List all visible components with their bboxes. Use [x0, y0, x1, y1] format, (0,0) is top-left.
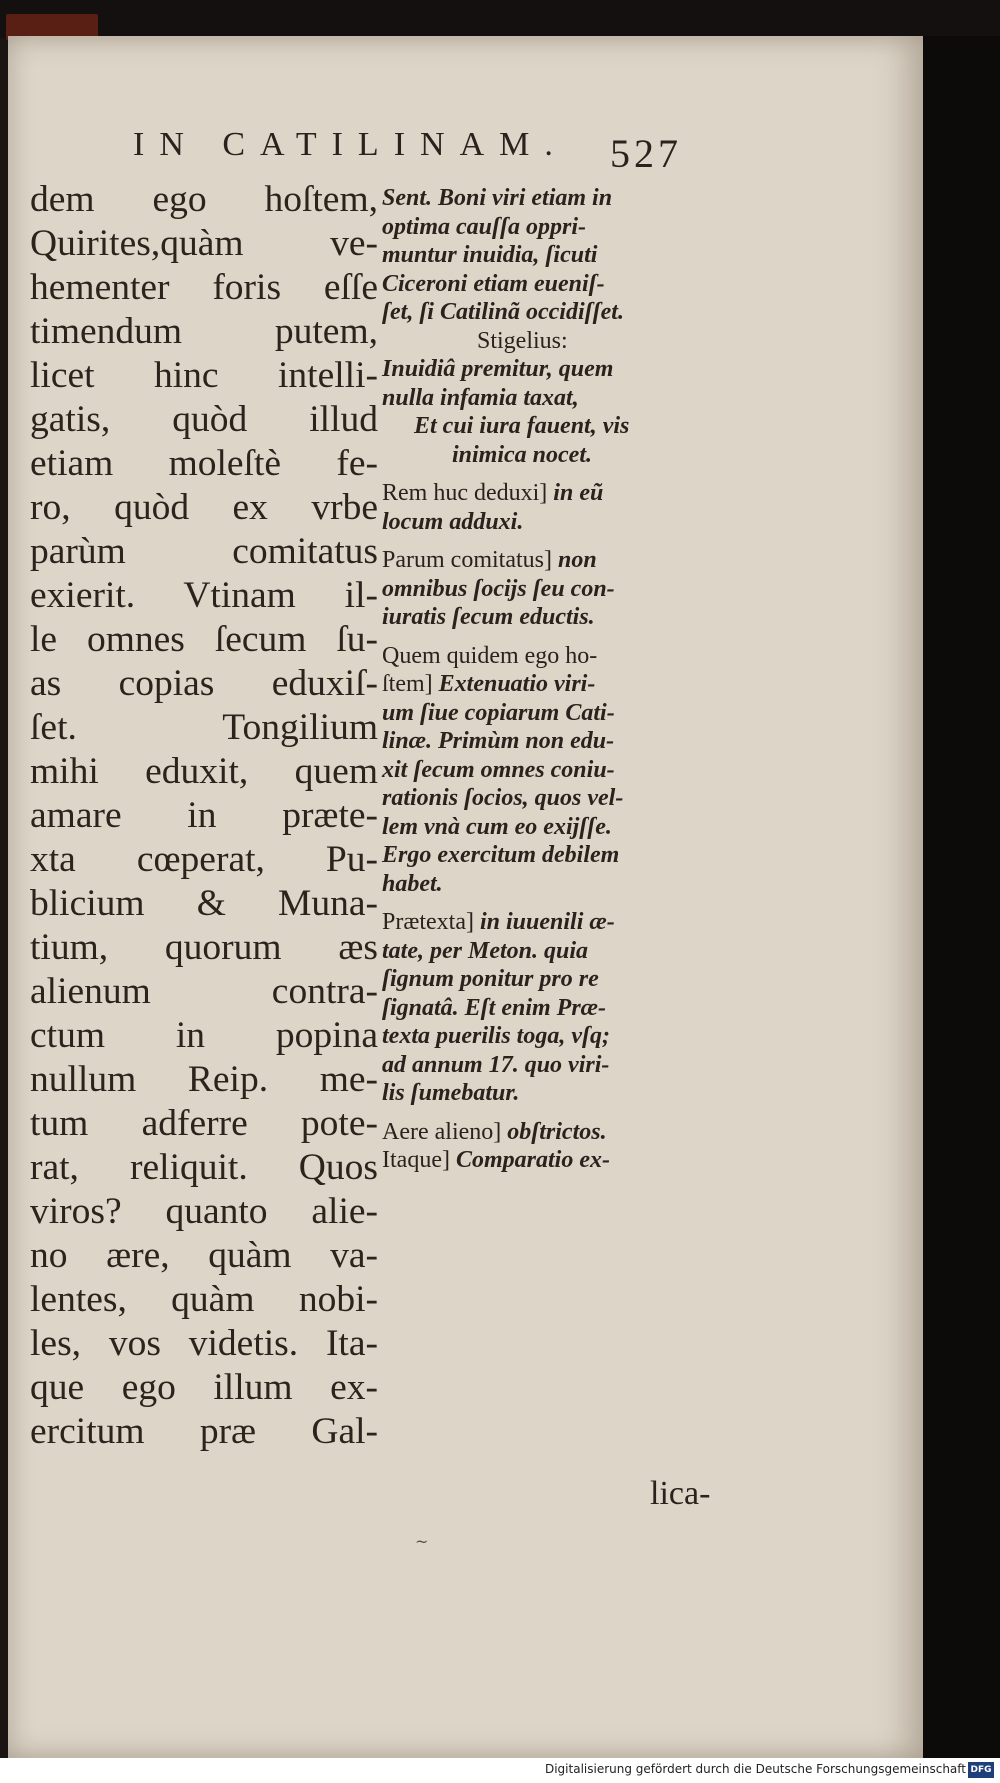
- note-gap: [382, 898, 720, 908]
- commentary-line: Quem quidem ego ho-: [382, 642, 598, 669]
- commentary-line: Sent. Boni viri etiam in: [382, 185, 613, 211]
- main-text-line: le omnes ſecum ſu-: [30, 619, 378, 660]
- commentary-line: lis ſumebatur.: [382, 1080, 520, 1106]
- main-text-line: mihi eduxit, quem: [30, 751, 378, 792]
- main-text-line: alienum contra-: [30, 971, 378, 1012]
- main-text-line: blicium & Muna-: [30, 883, 378, 924]
- main-text-line: lentes, quàm nobi-: [30, 1279, 378, 1320]
- commentary-line: nulla infamia taxat,: [382, 384, 579, 411]
- commentary-line: Ergo exercitum debilem: [382, 842, 620, 868]
- main-text-line: tium, quorum æs: [30, 927, 378, 968]
- ink-mark: ~: [415, 1532, 429, 1551]
- commentary-line: habet.: [382, 870, 443, 897]
- main-text-line: tum adferre pote-: [30, 1103, 378, 1144]
- commentary-line: Ciceroni etiam eueniſ-: [382, 270, 605, 297]
- commentary-line: Parum comitatus] non: [382, 547, 597, 573]
- commentary-line: Stigelius:: [477, 327, 568, 354]
- commentary-column: [382, 184, 720, 1175]
- commentary-line: optima cauſſa oppri-: [382, 213, 586, 240]
- main-text-line: ſet. Tongilium: [30, 707, 378, 748]
- commentary-line: ſtem] Extenuatio viri-: [382, 671, 596, 697]
- commentary-line: um ſiue copiarum Cati-: [382, 699, 615, 726]
- main-text-line: exierit. Vtinam il-: [30, 575, 378, 616]
- main-text-line: ercitum præ Gal-: [30, 1411, 378, 1452]
- commentary-line: linæ. Primùm non edu-: [382, 728, 615, 754]
- commentary-line: Prætexta] in iuuenili æ-: [382, 909, 615, 935]
- main-text-line: hementer foris eſſe: [30, 267, 378, 308]
- note-gap: [382, 632, 720, 642]
- main-text-line: xta cœperat, Pu-: [30, 839, 378, 880]
- main-text-line: etiam moleſtè fe-: [30, 443, 378, 484]
- main-text-line: licet hinc intelli-: [30, 355, 378, 396]
- commentary-line: tate, per Meton. quia: [382, 937, 589, 964]
- commentary-line: locum adduxi.: [382, 508, 524, 535]
- commentary-line: texta puerilis toga, vſq;: [382, 1023, 610, 1049]
- commentary-line: Et cui iura fauent, vis: [414, 413, 630, 439]
- commentary-line: ad annum 17. quo viri-: [382, 1051, 610, 1078]
- main-text-line: as copias eduxiſ-: [30, 663, 378, 704]
- main-text-line: ctum in popina: [30, 1015, 378, 1056]
- main-text-column: [30, 178, 378, 1454]
- catchword: lica-: [650, 1475, 711, 1512]
- main-text-line: no ære, quàm va-: [30, 1235, 378, 1276]
- commentary-line: xit ſecum omnes coniu-: [382, 756, 615, 783]
- main-text-line: rat, reliquit. Quos: [30, 1147, 378, 1188]
- commentary-line: lem vnà cum eo exijſſe.: [382, 813, 612, 840]
- main-text-line: dem ego hoſtem,: [30, 179, 378, 220]
- commentary-line: ſignum ponitur pro re: [382, 966, 599, 992]
- commentary-line: ſignatâ. Eſt enim Præ-: [382, 994, 607, 1021]
- scan-border-right: [923, 36, 1000, 1758]
- scan-border-top: [0, 0, 1000, 38]
- running-head: IN CATILINAM.: [133, 126, 568, 163]
- commentary-line: Inuidiâ premitur, quem: [382, 356, 614, 382]
- commentary-line: Rem huc deduxi] in eũ: [382, 480, 604, 506]
- main-text-line: amare in præte-: [30, 795, 378, 836]
- commentary-line: iuratis ſecum eductis.: [382, 604, 595, 630]
- main-text-line: timendum putem,: [30, 311, 378, 352]
- main-text-line: ro, quòd ex vrbe: [30, 487, 378, 528]
- main-text-line: Quirites,quàm ve-: [30, 223, 378, 264]
- digitization-credit: Digitalisierung gefördert durch die Deutsche Forschungsgemeinschaft: [544, 1762, 966, 1776]
- commentary-line: muntur inuidia, ſicuti: [382, 242, 598, 268]
- commentary-line: omnibus ſocijs ſeu con-: [382, 575, 615, 602]
- commentary-line: Aere alieno] obſtrictos.: [382, 1118, 607, 1145]
- commentary-line: inimica nocet.: [452, 441, 592, 468]
- page-number: 527: [610, 131, 682, 176]
- main-text-line: gatis, quòd illud: [30, 399, 378, 440]
- commentary-line: ſet, ſi Catilinã occidiſſet.: [382, 299, 624, 325]
- note-gap: [382, 469, 720, 479]
- dfg-logo: DFG: [968, 1762, 994, 1778]
- main-text-line: nullum Reip. me-: [30, 1059, 378, 1100]
- note-gap: [382, 1108, 720, 1118]
- main-text-line: viros? quanto alie-: [30, 1191, 378, 1232]
- commentary-line: Itaque] Comparatio ex-: [382, 1147, 610, 1173]
- main-text-line: parùm comitatus: [30, 531, 378, 572]
- main-text-line: les, vos videtis. Ita-: [30, 1323, 378, 1364]
- note-gap: [382, 536, 720, 546]
- main-text-line: que ego illum ex-: [30, 1367, 378, 1408]
- commentary-line: rationis ſocios, quos vel-: [382, 785, 624, 811]
